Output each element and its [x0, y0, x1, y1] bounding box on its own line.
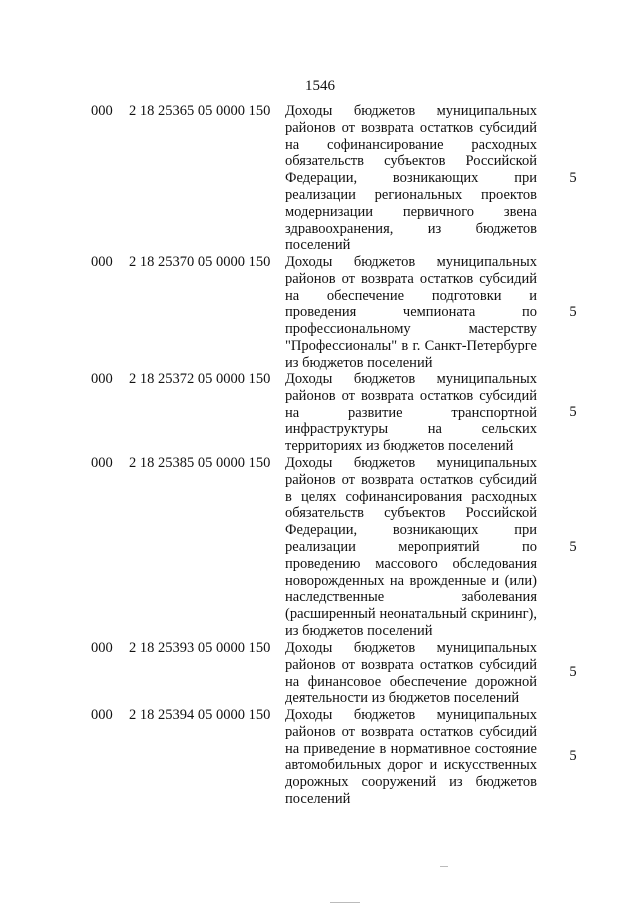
income-description: Доходы бюджетов муниципальных районов от возврата остатков субсидий в целях софинансирования расходных обязательств субъектов Российской Федерации, возникающих при реализации мероприятий по проведению массового обследования новорожденных на врожденные и (или) наследственные заболевания (расширенный неонатальный скрининг), из бюджетов поселений	[285, 455, 537, 639]
income-description: Доходы бюджетов муниципальных районов от возврата остатков субсидий на приведение в нормативное состояние автомобильных дорог и искусственных дорожных сооружений из бюджетов поселений	[285, 707, 537, 807]
amount: 5	[569, 664, 577, 680]
amount: 5	[569, 170, 577, 186]
budget-classification-code: 2 18 25393 05 0000 150	[129, 640, 271, 656]
budget-classification-code: 2 18 25370 05 0000 150	[129, 254, 271, 270]
scan-speck	[330, 902, 360, 903]
admin-code: 000	[91, 707, 113, 723]
admin-code: 000	[91, 254, 113, 270]
admin-code: 000	[91, 455, 113, 471]
budget-classification-code: 2 18 25365 05 0000 150	[129, 103, 271, 119]
admin-code: 000	[91, 103, 113, 119]
budget-classification-code: 2 18 25394 05 0000 150	[129, 707, 271, 723]
income-description: Доходы бюджетов муниципальных районов от возврата остатков субсидий на обеспечение подготовки и проведения чемпионата по профессиональному мастерству "Профессионалы" в г. Санкт-Петербурге из бюджетов поселений	[285, 254, 537, 371]
amount: 5	[569, 304, 577, 320]
page-number: 1546	[305, 78, 335, 94]
income-description: Доходы бюджетов муниципальных районов от возврата остатков субсидий на софинансирование расходных обязательств субъектов Российской Федерации, возникающих при реализации региональных проектов модернизации первичного звена здравоохранения, из бюджетов поселений	[285, 103, 537, 254]
budget-classification-code: 2 18 25385 05 0000 150	[129, 455, 271, 471]
admin-code: 000	[91, 371, 113, 387]
amount: 5	[569, 404, 577, 420]
amount: 5	[569, 748, 577, 764]
scan-speck	[440, 866, 448, 867]
income-description: Доходы бюджетов муниципальных районов от возврата остатков субсидий на финансовое обеспечение дорожной деятельности из бюджетов поселений	[285, 640, 537, 707]
admin-code: 000	[91, 640, 113, 656]
amount: 5	[569, 539, 577, 555]
budget-classification-code: 2 18 25372 05 0000 150	[129, 371, 271, 387]
income-description: Доходы бюджетов муниципальных районов от возврата остатков субсидий на развитие транспортной инфраструктуры на сельских территориях из бюджетов поселений	[285, 371, 537, 455]
